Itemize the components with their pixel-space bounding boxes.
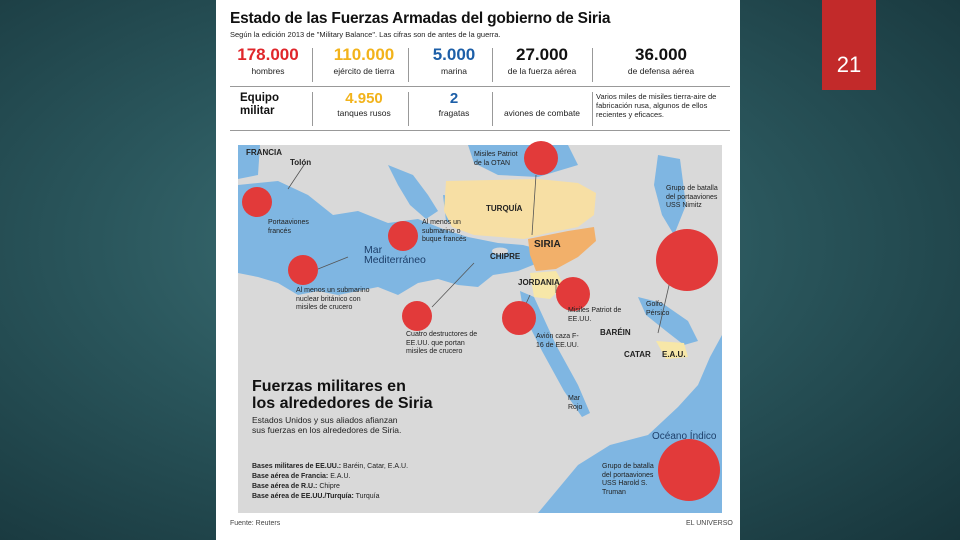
label-mar-1: Mar bbox=[364, 244, 383, 256]
infographic-subtitle: Según la edición 2013 de "Military Balance". Las cifras son de antes de la guerra. bbox=[230, 30, 501, 39]
label-golfo: Golfo Pérsico bbox=[646, 301, 670, 317]
stat-fuerza-aerea bbox=[494, 44, 590, 84]
base-value: Baréin, Catar, E.A.U. bbox=[343, 463, 409, 470]
equipment-label: tanques rusos bbox=[337, 108, 391, 118]
forces-title bbox=[252, 378, 433, 412]
equipment-heading-line: militar bbox=[240, 105, 275, 117]
brand-credit: EL UNIVERSO bbox=[686, 520, 733, 527]
label-patriot-eeuu: Misiles Patriot de EE.UU. bbox=[568, 307, 622, 323]
divider bbox=[492, 48, 493, 82]
stat-label: de la fuerza aérea bbox=[507, 66, 577, 76]
stat-value: 110.000 bbox=[333, 45, 395, 64]
forces-title-line: Fuerzas militares en bbox=[252, 378, 406, 395]
stats-row bbox=[230, 44, 730, 88]
divider bbox=[230, 130, 730, 131]
label-siria: SIRIA bbox=[534, 239, 561, 250]
equipment-value: 4.950 bbox=[345, 90, 383, 107]
base-value: Chipre bbox=[319, 483, 340, 490]
stat-defensa-aerea bbox=[592, 44, 730, 84]
equipment-row bbox=[230, 90, 730, 128]
label-mar-2: Mediterráneo bbox=[364, 254, 426, 266]
label-portaaviones: Portaaviones francés bbox=[268, 219, 309, 235]
stat-marina bbox=[414, 44, 494, 84]
base-item bbox=[252, 472, 472, 482]
base-item bbox=[252, 462, 472, 472]
stat-value: 36.000 bbox=[635, 45, 687, 64]
stat-label: marina bbox=[441, 66, 467, 76]
map bbox=[238, 145, 722, 513]
base-value: E.A.U. bbox=[330, 473, 351, 480]
bases-list bbox=[252, 462, 472, 502]
stat-ejercito bbox=[316, 44, 412, 84]
equipment-tanks bbox=[316, 90, 412, 119]
marker-patriot-eeuu bbox=[556, 277, 590, 311]
label-catar: CATAR bbox=[624, 350, 651, 359]
base-value: Turquía bbox=[355, 493, 380, 500]
infographic bbox=[216, 0, 740, 540]
marker-submarino-frances bbox=[388, 221, 418, 251]
base-item bbox=[252, 482, 472, 492]
stat-value: 5.000 bbox=[432, 45, 476, 64]
stat-value: 27.000 bbox=[516, 45, 568, 64]
equipment-value: 2 bbox=[449, 90, 459, 107]
label-nimitz: Grupo de batalla del portaaviones USS Nimitz bbox=[666, 185, 718, 209]
slide-number-text: 21 bbox=[836, 52, 862, 77]
label-turquia: TURQUÍA bbox=[486, 204, 523, 213]
label-patriot-otan: Misiles Patriot de la OTAN bbox=[474, 151, 518, 167]
equipment-label: aviones de combate bbox=[503, 108, 581, 118]
label-eau: E.A.U. bbox=[662, 350, 686, 359]
label-submarino-frances: Al menos un submarino o buque francés bbox=[422, 219, 467, 243]
equipment-heading bbox=[240, 92, 279, 118]
marker-avion-caza bbox=[502, 301, 536, 335]
label-francia: FRANCIA bbox=[246, 148, 282, 157]
equipment-note: Varios miles de misiles tierra-aire de fabricación rusa, algunos de ellos recientes y eficaces. bbox=[596, 92, 717, 119]
forces-title-line: los alrededores de Siria bbox=[252, 395, 433, 412]
base-label: Bases militares de EE.UU.: bbox=[252, 463, 342, 470]
label-jordania: JORDANIA bbox=[518, 278, 560, 287]
base-item bbox=[252, 492, 472, 502]
label-oceano-indico: Océano Índico bbox=[652, 431, 717, 442]
marker-truman bbox=[658, 439, 720, 501]
divider bbox=[592, 92, 593, 126]
base-label: Base aérea de Francia: bbox=[252, 473, 329, 480]
label-chipre: CHIPRE bbox=[490, 252, 521, 261]
stat-label: hombres bbox=[251, 66, 285, 76]
label-mar-rojo: Mar Rojo bbox=[568, 395, 583, 411]
divider bbox=[230, 86, 730, 87]
stat-value: 178.000 bbox=[237, 45, 299, 64]
equipment-heading-line: Equipo bbox=[240, 92, 279, 104]
divider bbox=[492, 92, 493, 126]
marker-patriot-otan bbox=[524, 141, 558, 175]
forces-description: Estados Unidos y sus aliados afianzan sus fuerzas en los alrededores de Siria. bbox=[252, 415, 402, 435]
slide-number bbox=[822, 0, 876, 90]
label-truman: Grupo de batalla del portaaviones USS Harold S. Truman bbox=[602, 463, 654, 496]
divider bbox=[408, 92, 409, 126]
divider bbox=[312, 92, 313, 126]
equipment-frigates bbox=[414, 90, 494, 119]
label-submarino-britanico: Al menos un submarino nuclear británico con misiles de crucero bbox=[296, 287, 370, 311]
divider bbox=[312, 48, 313, 82]
stat-label: ejército de tierra bbox=[333, 66, 395, 76]
marker-portaaviones bbox=[242, 187, 272, 217]
base-label: Base aérea de R.U.: bbox=[252, 483, 318, 490]
marker-destructores bbox=[402, 301, 432, 331]
label-avion-caza: Avión caza F-16 de EE.UU. bbox=[536, 333, 579, 349]
stat-label: de defensa aérea bbox=[627, 66, 695, 76]
marker-submarino-britanico bbox=[288, 255, 318, 285]
equipment-aircraft bbox=[494, 108, 590, 119]
marker-nimitz bbox=[656, 229, 718, 291]
label-tolon: Tolón bbox=[290, 158, 312, 167]
stat-hombres bbox=[230, 44, 306, 84]
source-credit: Fuente: Reuters bbox=[230, 520, 281, 527]
label-barein: BARÉIN bbox=[600, 328, 631, 337]
base-label: Base aérea de EE.UU./Turquía: bbox=[252, 493, 354, 500]
label-destructores: Cuatro destructores de EE.UU. que portan misiles de crucero bbox=[406, 331, 478, 355]
map-graphic bbox=[238, 145, 722, 513]
divider bbox=[408, 48, 409, 82]
equipment-label: fragatas bbox=[438, 108, 470, 118]
infographic-title: Estado de las Fuerzas Armadas del gobierno de Siria bbox=[230, 10, 611, 27]
